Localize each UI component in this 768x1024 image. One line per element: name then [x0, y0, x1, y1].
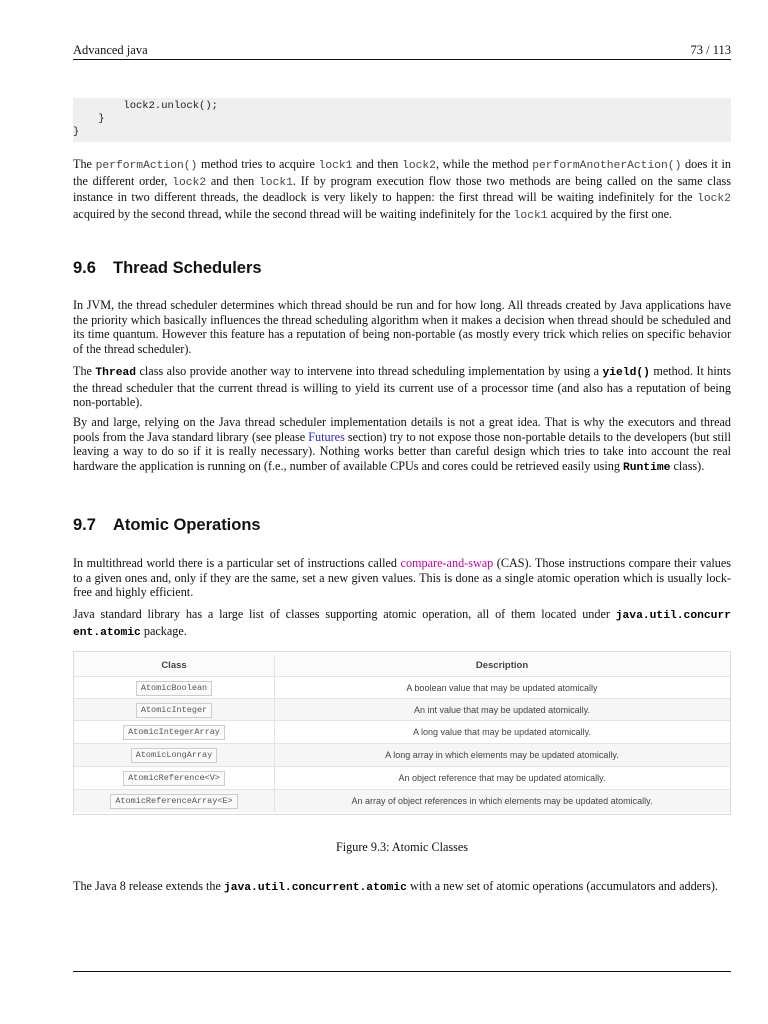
inline-code: Runtime [622, 461, 671, 474]
class-description: A long array in which elements may be updated atomically. [385, 750, 619, 760]
inline-code: java.util.concurr ent.atomic [73, 610, 731, 639]
footer-rule [73, 971, 731, 972]
class-description: An array of object references in which elements may be updated atomically. [351, 796, 653, 806]
inline-code: performAnotherAction() [532, 160, 682, 172]
inline-code: Thread [95, 367, 137, 379]
class-description: A boolean value that may be updated atomically [406, 683, 598, 693]
class-description: An object reference that may be updated atomically. [398, 773, 606, 783]
table-header-row [74, 655, 730, 676]
futures-link[interactable]: Futures [308, 429, 345, 444]
paragraph-cas: In multithread world there is a particular set of instructions called compare-and-swap (CAS). Those instructions compare their values to a given ones and, only if they are the same, set a new given values. This is done as a single atomic operation which is usually lock-free and highly efficient. [73, 556, 732, 600]
inline-code: java.util.concurrent.atomic [223, 882, 407, 894]
class-name: AtomicReference<V> [123, 771, 225, 786]
paragraph-executors: By and large, relying on the Java thread scheduler implementation details is not a great idea. That is why the executors and thread pools from the Java standard library (see please Futures section) try to not expose those non-portable details to the developers (but still leaving a way to do so if it is really necessary). Nothing works better than careful design which tries to take into account the real hardware the application is running on (f.e., number of available CPUs and cores could be retrieved easily using Runtime class). [73, 415, 731, 474]
code-line: } [73, 113, 105, 125]
page-header [73, 42, 731, 60]
section-heading-9-7 [73, 516, 261, 535]
compare-and-swap-link[interactable]: compare-and-swap [400, 556, 494, 570]
header-title: Advanced java [73, 43, 148, 57]
inline-code: lock1 [513, 209, 548, 222]
section-title: Atomic Operations [113, 516, 261, 534]
table-row [74, 789, 730, 812]
paragraph-atomic-package: Java standard library has a large list of classes supporting atomic operation, all of them located under java.util.concurr ent.atomic package. [73, 607, 731, 639]
code-line: } [73, 126, 80, 138]
table-row [74, 698, 730, 721]
section-heading-9-6 [73, 259, 262, 278]
class-name: AtomicInteger [136, 703, 212, 718]
paragraph-jvm-scheduler: In JVM, the thread scheduler determines which thread should be run and for how long. All threads created by Java applications have the priority which basically influences the thread scheduling algorithm when it makes a decision when thread should be scheduled and its time quantum. However this feature has a reputation of being non-portable (as mostly every trick which relies on specific behavior of the thread scheduler). [73, 298, 731, 356]
inline-code: lock1 [259, 176, 293, 189]
section-number: 9.6 [73, 259, 96, 277]
class-description: A long value that may be updated atomically. [413, 727, 591, 737]
table-row [74, 720, 730, 743]
figure-caption: Figure 9.3: Atomic Classes [335, 840, 469, 854]
inline-code: lock2 [402, 160, 436, 172]
class-name: AtomicIntegerArray [123, 725, 225, 740]
class-name: AtomicLongArray [131, 748, 218, 763]
table-header-description: Description [475, 660, 529, 671]
paragraph-java8: The Java 8 release extends the java.util.concurrent.atomic with a new set of atomic operations (accumulators and adders). [73, 879, 718, 894]
code-line: lock2.unlock(); [73, 100, 218, 112]
page-number: 73 / 113 [690, 43, 731, 57]
paragraph-thread-yield: The Thread class also provide another way to intervene into thread scheduling implementation by using a yield() method. It hints the thread scheduler that the current thread is willing to yield its current use of a processor time (and also has a reputation of being non-portable). [73, 364, 731, 410]
table-row [74, 743, 730, 766]
inline-code: lock2 [172, 176, 207, 189]
section-title: Thread Schedulers [113, 259, 262, 277]
paragraph-deadlock: The performAction() method tries to acquire lock1 and then lock2, while the method performAnotherAction() does it in the different order, lock2 and then lock1. If by program execution flow those two methods are being called on the same class instance in two different threads, the deadlock is very likely to happen: the first thread will be waiting indefinitely for the lock2 acquired by the second thread, while the second thread will be waiting indefinitely for the lock1 acquired by the first one. [73, 157, 731, 222]
document-page [73, 0, 731, 1024]
inline-code: yield() [602, 367, 650, 379]
section-number: 9.7 [73, 516, 96, 534]
inline-code: lock2 [697, 193, 731, 206]
code-block [73, 98, 731, 142]
inline-code: lock1 [318, 160, 353, 172]
class-name: AtomicBoolean [136, 681, 212, 696]
table-row [74, 676, 730, 699]
table-header-class: Class [74, 655, 275, 676]
class-description: An int value that may be updated atomically. [414, 705, 590, 715]
table-row [74, 766, 730, 789]
class-name: AtomicReferenceArray<E> [110, 794, 237, 809]
inline-code: performAction() [95, 160, 198, 172]
atomic-classes-table [73, 651, 731, 815]
